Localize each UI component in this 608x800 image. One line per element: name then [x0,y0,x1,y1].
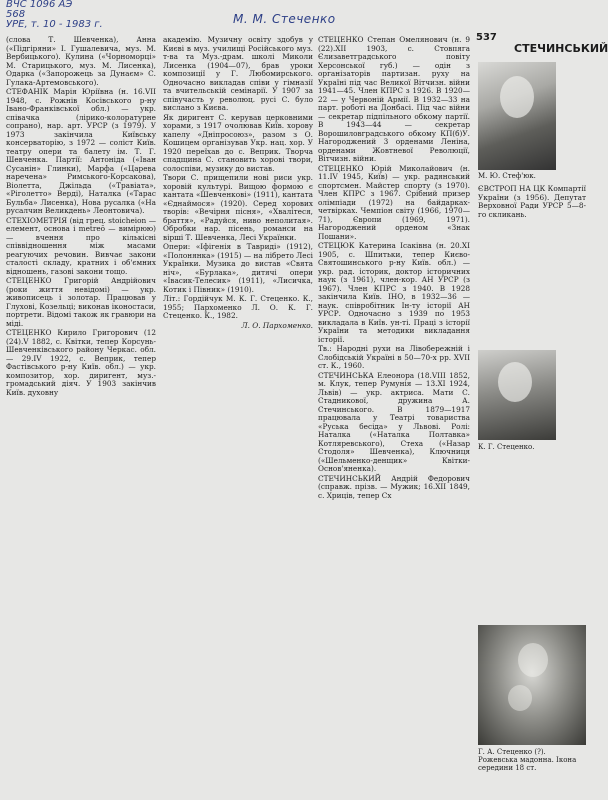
photo-caption: Г. А. Стеценко (?). Рожевська мадонна. Ікона середини 18 ст. [478,748,577,772]
col3-bibliography: Тв.: Народні рухи на Лівобережній і Слобідській Україні в 50—70-х рр. XVII ст. К., 1960. [318,344,470,370]
page-number: 537 [476,32,497,43]
photo-caption: М. Ю. Стеф'юк. [478,172,536,180]
icon-painting-image [478,625,586,745]
col3-entry: СТЕЧИНСЬКИЙ Андрій Федорович (справж. прізв. — Мужик; 16.XII 1849, с. Хриців, тепер Сх [318,473,470,500]
col2-signature: Л. О. Пархоменко. [241,320,313,330]
portrait-photo [478,62,556,170]
col1-entry: СТЕФАНІК Марія Юріївна (н. 16.VII 1948, с. Рожнів Косівського р-ну Івано-Франківської обл.) — укр. співачка (лірико-колоратурне сопрано), нар. арт. УРСР (з 1979). У 1973 закінчила Київську консерваторію, з 1972 — соліст Київ. театру опери та балету ім. Т. Г. Шевченка. Партії: Антоніда («Іван Сусанін» Глинки), Марфа («Царева наречена» Римського-Корсакова), Віолетта, Джільда («Травіата», «Ріголетто» Верді), Наталка («Тарас Бульба» Лисенка), Нова русалка («На русалчин Великдень» Леонтовича). [6,87,156,215]
col3-entry: СТЕЦЕНКО Степан Омелянович (н. 9 (22).XII 1903, с. Стовпяга Єлизаветградського повіту Херсонської губ.) — одін з організаторів партизан. руху на Україні під час Великої Вітчизн. війни 1941—45. Член КПРС з 1926. В 1920—22 — у Червоній Армії. В 1932—33 на парт. роботі на Донбасі. Під час війни — секретар підпільного обкому партії. В 1943—44 — секретар Ворошиловградського обкому КП(б)У. Нагороджений 3 орденами Леніна, орденами Жовтневої Революції, Вітчизн. війни. [318,35,470,163]
running-head: СТЕЧИНСЬКИЙ [514,42,608,55]
text-column-4 [478,185,586,220]
portrait-photo [478,350,556,440]
handwritten-note-top-left: ВЧС 1096 АЭ 568 УРЕ, т. 10 - 1983 г. [6,0,103,30]
col2-entry: академію. Музичну освіту здобув у Києві в муз. училищі Російського муз. т-ва та Муз.-драм. школі Миколи Лисенка (1904—07), брав уроки композиції у Г. Любомирського. Одночасно викладав співи у гімназії та вчительській семінарії. У 1907 за співучасть у революц. русі С. було вислано з Києва. [163,35,313,112]
col1-entry: (слова Т. Шевченка), Анна («Підгіряни» І. Гушалевича, муз. М. Вербицького). Кулина («Чорноморці» М. Старицького, муз. М. Лисенка), Одарка («Запорожець за Дунаєм» С. Гулака-Артемовського). [6,35,156,87]
col3-entry: СТЕЧИНСЬКА Елеонора (18.VIII 1852, м. Клук, тепер Румунія — 13.XI 1924, Львів) — укр. актриса. Мати С. Стадникової, дружина А. Стечинського. В 1879—1917 працювала у Театрі товариства «Руська бесіда» у Львові. Ролі: Наталка («Наталка Полтавка» Котляревського), Стеха («Назар Стодоля» Шевченка), Ключниця («Шельменко-денщик» Квітки-Основ'яненка). [318,370,470,473]
text-column-2 [163,36,313,331]
col1-entry: СТЕЦЕНКО Кирило Григорович (12 (24).V 1882, с. Квітки, тепер Корсунь-Шевченківського району Черкас. обл. — 29.IV 1922, с. Веприк, тепер Фастівського р-ну Київ. обл.) — укр. композитор, хор. диригент, муз.-громадський діяч. У 1903 закінчив Київ. духовну [6,328,156,397]
col3-entry: СТЕЦЕНКО Юрій Миколайович (н. 11.IV 1945, Київ) — укр. радянський спортсмен. Майстер спорту (з 1970). Член КПРС з 1967. Срібний призер олімпіади (1972) на байдарках-четвірках. Чемпіон світу (1966, 1970—71), Європи (1969, 1971). Нагороджений орденом «Знак Пошани». [318,163,470,241]
col2-entry: Опери: «Іфігенія в Тавриді» (1912), «Полонянка» (1915) — на лібрето Лесі Українки. Музика до вистав «Свята ніч», «Бурлака», дитячі опери «Івасик-Телесик» (1911), «Лисичка, Котик і Півник» (1910). [163,242,313,294]
col2-entry: Твори С. прищепили нові риси укр. хоровій культурі. Вищою формою є кантата «Шевченкові» (1911), кантата «Єднаймося» (1920). Серед хорових творів: «Вечірня пісня», «Хвалітеся, браття», «Радуйся, ниво неполитая». Обробки нар. пісень, романси на вірші Т. Шевченка, Лесі Українки. [163,173,313,242]
col1-entry: СТЕХІОМЕТРІЯ (від грец. stoicheion — елемент, основа і metreō — вимірюю) — вчення про кількісні співвідношення між масами реагуючих речовин. Вивчає закони сталості складу, кратних і об'ємних відношень, газові закони тощо. [6,215,156,276]
text-column-3 [318,36,470,501]
col1-entry: СТЕЦЕНКО Григорій Андрійович (роки життя невідомі) — укр. живописець і золотар. Працював у Глухові, Козельці; виконав іконостаси, портрети. Відомі також як гравюри на міді. [6,276,156,328]
col3-entry: СТЕЦЮК Катерина Ісаківна (н. 20.XI 1905, с. Шпитьки, тепер Києво-Святошинського р-ну Київ. обл.) — укр. рад. історик, доктор історичних наук (з 1961), член-кор. АН УРСР (з 1967). Член КПРС з 1940. В 1928 закінчила Київ. ІНО, в 1932—36 — наук. співробітник Ін-ту історії АН УРСР. Одночасно з 1939 по 1953 викладала в Київ. ун-ті. Праці з історії України та методики викладання історії. [318,241,470,344]
col2-bibliography: Літ.: Гордійчук М. К. Г. Стеценко. К., 1955; Пархоменко Л. О. К. Г. Стеценко. К., 1982. [163,294,313,320]
photo-caption: К. Г. Стеценко. [478,443,535,451]
text-column-1 [6,36,156,398]
col4-entry: ЄВСТРОП НА ЦК Компартії України (з 1956). Депутат Верховної Ради УРСР 5—8-го скликань. [478,184,586,219]
col2-entry: Як диригент С. керував церковними хорами, з 1917 очолював Київ. хорову капелу «Дніпросоюз», разом з О. Кошицем організував Укр. нац. хор. У 1920 переїхав до с. Веприк. Творча спадщина С. становить хорові твори, солоспіви, музику до вистав. [163,112,313,173]
handwritten-note-top-right: М. М. Стеченко [233,12,336,26]
